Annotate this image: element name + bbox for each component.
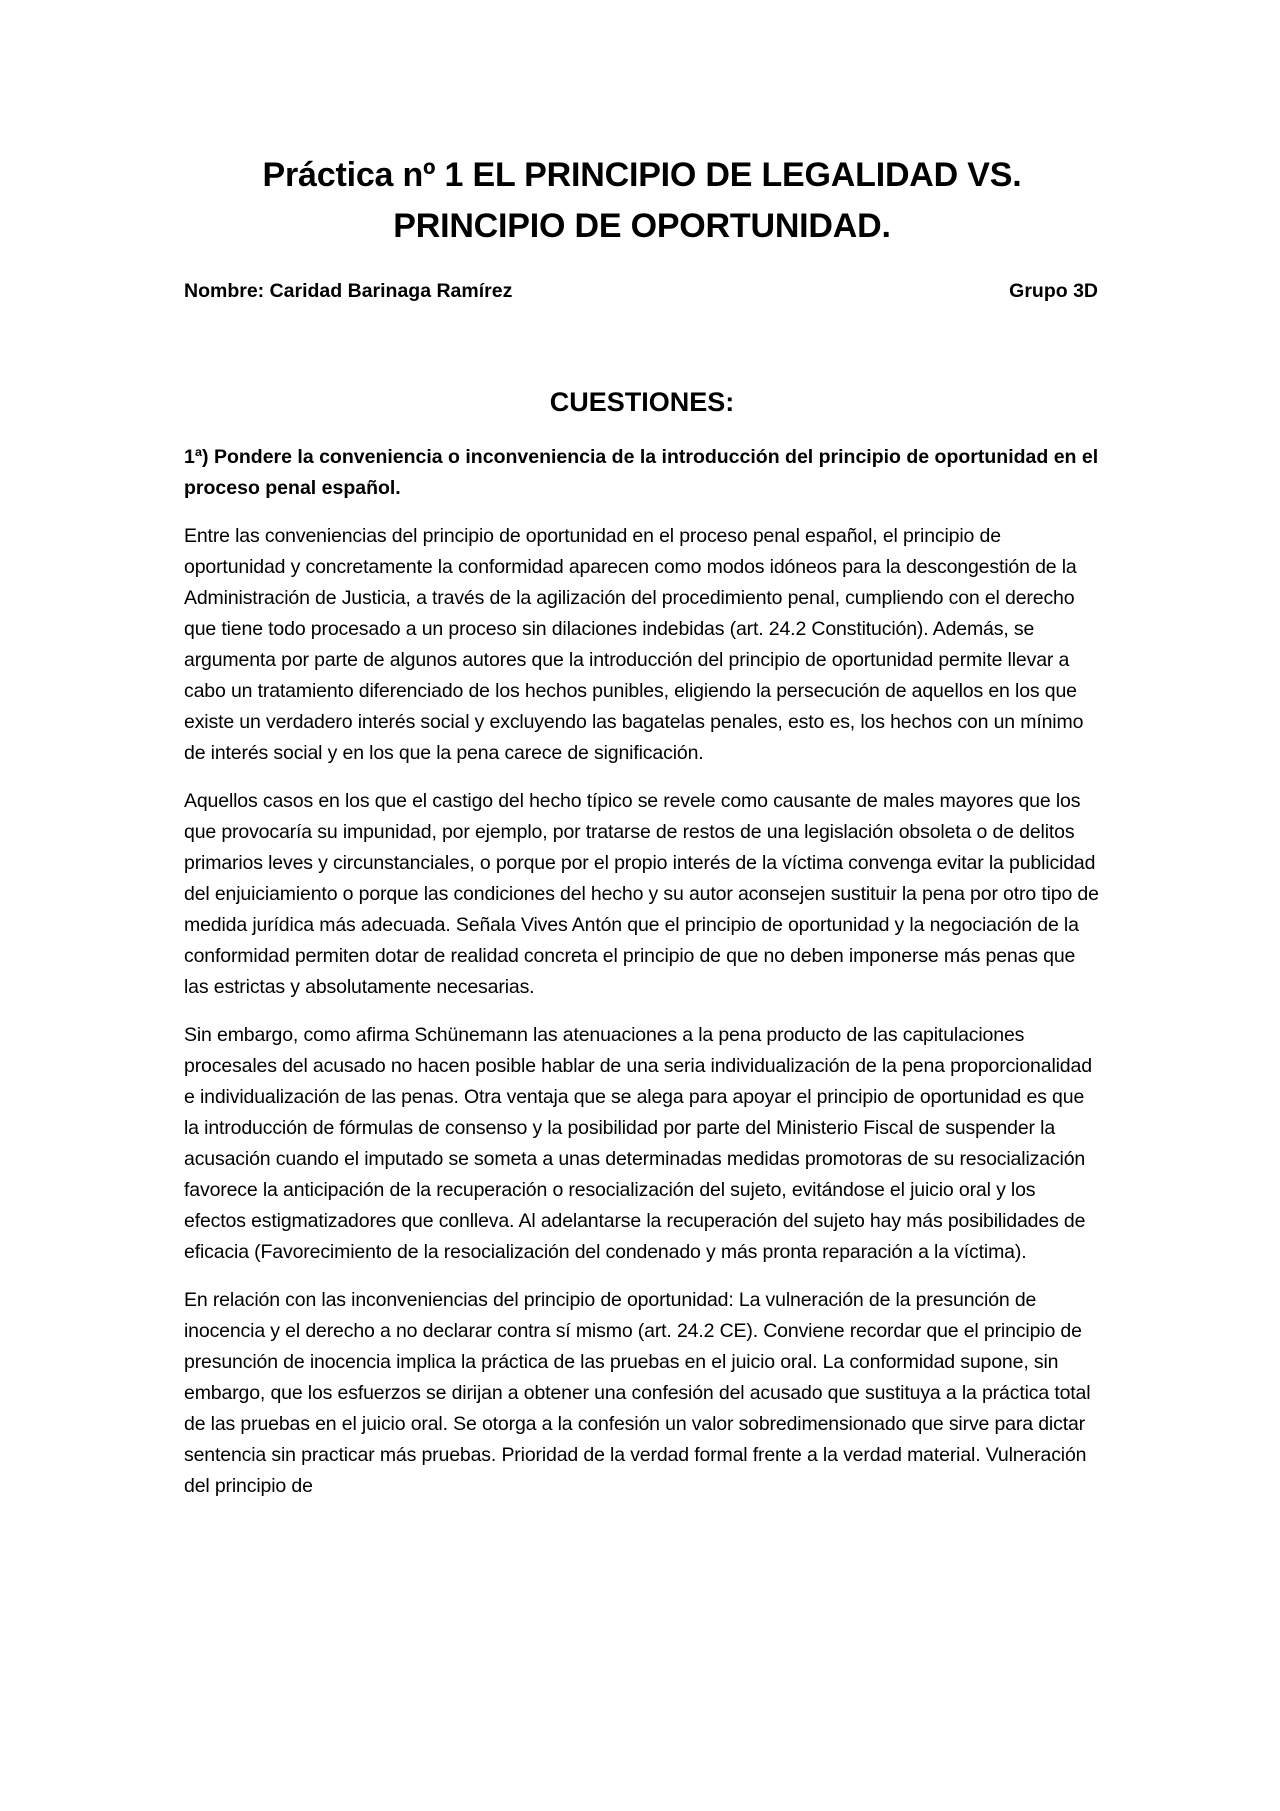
paragraph-4: En relación con las inconveniencias del principio de oportunidad: La vulneración de la presunción de inocencia y el derecho a no declarar contra sí mismo (art. 24.2 CE). Conviene recordar que el principio de presunción de inocencia implica la práctica de las pruebas en el juicio oral. La conformidad supone, sin embargo, que los esfuerzos se dirijan a obtener una confesión del acusado que sustituya a la práctica total de las pruebas en el juicio oral. Se otorga a la confesión un valor sobredimensionado que sirve para dictar sentencia sin practicar más pruebas. Prioridad de la verdad formal frente a la verdad material. Vulneración del principio de bbox=[184, 1289, 1091, 1497]
student-name: Nombre: Caridad Barinaga Ramírez bbox=[184, 280, 513, 302]
header-row bbox=[184, 278, 1100, 304]
question-1: 1ª) Pondere la conveniencia o inconveniencia de la introducción del principio de oportunidad en el proceso penal español. bbox=[184, 446, 1099, 499]
document-page bbox=[184, 150, 1100, 1502]
paragraph-3: Sin embargo, como afirma Schünemann las atenuaciones a la pena producto de las capitulaciones procesales del acusado no hacen posible hablar de una seria individualización de la pena proporcionalidad e individualización de las penas. Otra ventaja que se alega para apoyar el principio de oportunidad es que la introducción de fórmulas de consenso y la posibilidad por parte del Ministerio Fiscal de suspender la acusación cuando el imputado se someta a unas determinadas medidas promotoras de su resocialización favorece la anticipación de la recuperación o resocialización del sujeto, evitándose el juicio oral y los efectos estigmatizadores que conlleva. Al adelantarse la recuperación del sujeto hay más posibilidades de eficacia (Favorecimiento de la resocialización del condenado y más pronta reparación a la víctima). bbox=[184, 1024, 1092, 1263]
group-label: Grupo 3D bbox=[1009, 280, 1098, 302]
section-heading: CUESTIONES: bbox=[549, 387, 735, 417]
paragraph-1: Entre las conveniencias del principio de oportunidad en el proceso penal español, el principio de oportunidad y concretamente la conformidad aparecen como modos idóneos para la descongestión de la Administración de Justicia, a través de la agilización del procedimiento penal, cumpliendo con el derecho que tiene todo procesado a un proceso sin dilaciones indebidas (art. 24.2 Constitución). Además, se argumenta por parte de algunos autores que la introducción del principio de oportunidad permite llevar a cabo un tratamiento diferenciado de los hechos punibles, eligiendo la persecución de aquellos en los que existe un verdadero interés social y excluyendo las bagatelas penales, esto es, los hechos con un mínimo de interés social y en los que la pena carece de significación. bbox=[184, 525, 1084, 764]
paragraph-2: Aquellos casos en los que el castigo del hecho típico se revele como causante de males mayores que los que provocaría su impunidad, por ejemplo, por tratarse de restos de una legislación obsoleta o de delitos primarios leves y circunstanciales, o porque por el propio interés de la víctima convenga evitar la publicidad del enjuiciamiento o porque las condiciones del hecho y su autor aconsejen sustituir la pena por otro tipo de medida jurídica más adecuada. Señala Vives Antón que el principio de oportunidad y la negociación de la conformidad permiten dotar de realidad concreta el principio de que no deben imponerse más penas que las estrictas y absolutamente necesarias. bbox=[184, 790, 1099, 998]
document-title: Práctica nº 1 EL PRINCIPIO DE LEGALIDAD VS. PRINCIPIO DE OPORTUNIDAD. bbox=[262, 156, 1022, 245]
